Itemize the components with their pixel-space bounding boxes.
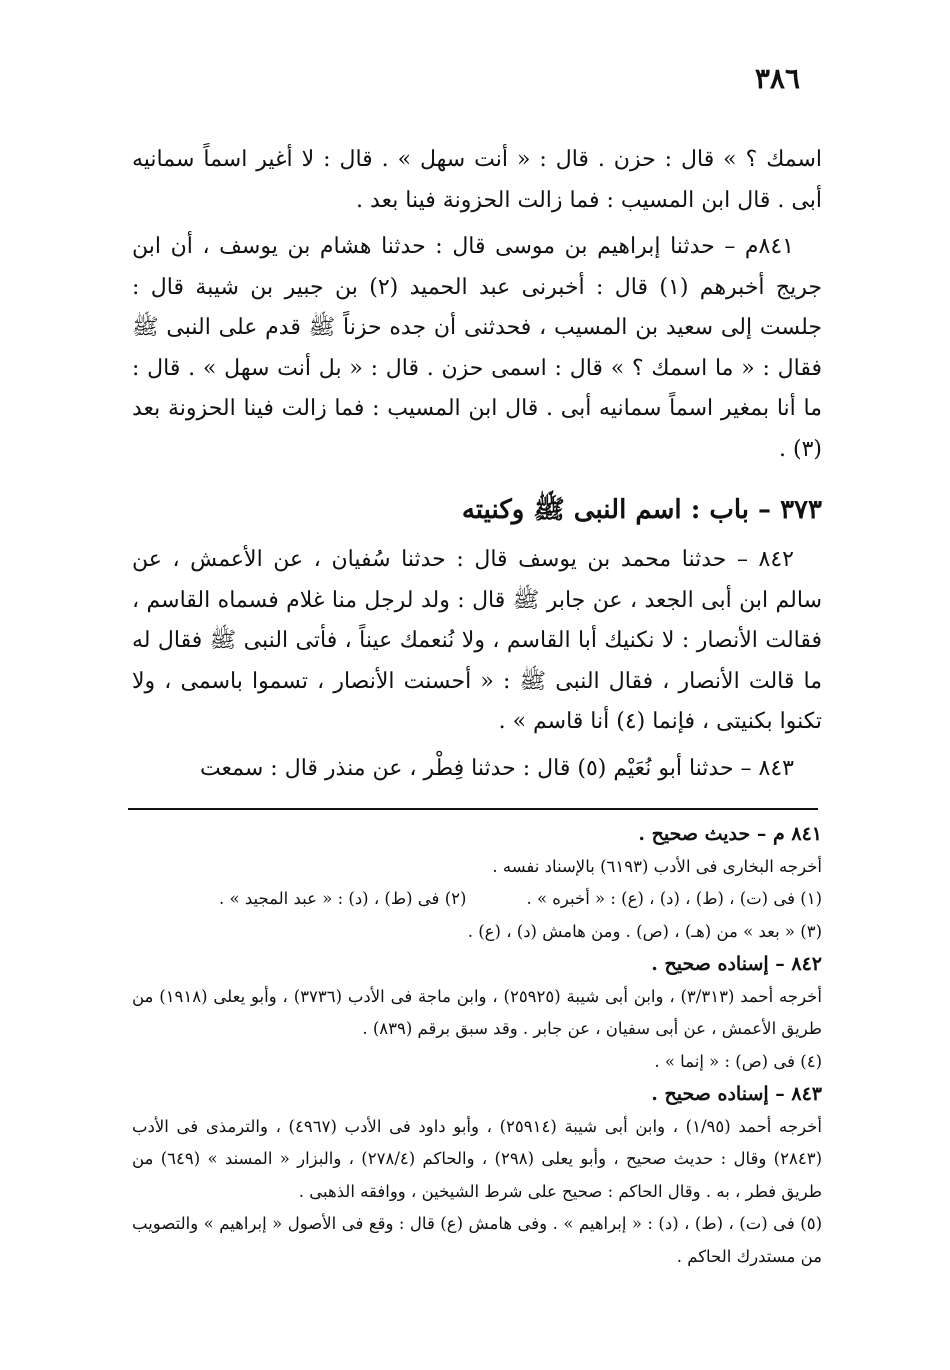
footnote-divider xyxy=(128,808,818,810)
footnote-2: (٢) فى (ط) ، (د) : « عبد المجيد » . xyxy=(219,889,467,908)
hadith-842: ٨٤٢ – حدثنا محمد بن يوسف قال : حدثنا سُفيان ، عن الأعمش ، عن سالم ابن أبى الجعد ، عن جابر ﷺ قال : ولد لرجل منا غلام فسماه القاسم ، فقالت الأنصار : لا نكنيك أبا القاسم ، ولا نُنعمك عيناً ، فأتى النبى ﷺ فقال له ما قالت الأنصار ، فقال النبى ﷺ : « أحسنت الأنصار ، تسموا باسمى ، ولا تكنوا بكنيتى ، فإنما (٤) أنا قاسم » . xyxy=(132,547,822,734)
footnote-1: (١) فى (ت) ، (ط) ، (د) ، (ع) : « أخبره » . xyxy=(526,889,822,908)
page-number: ٣٨٦ xyxy=(754,62,800,95)
main-text xyxy=(132,140,822,789)
footnote-pair-1-2 xyxy=(132,883,822,916)
paragraph-continuation: اسمك ؟ » قال : حزن . قال : « أنت سهل » . قال : لا أغير اسماً سمانيه أبى . قال ابن المسيب : فما زالت الحزونة فينا بعد . xyxy=(132,147,822,213)
hadith-843: ٨٤٣ – حدثنا أبو نُعَيْم (٥) قال : حدثنا فِطْر ، عن منذر قال : سمعت xyxy=(199,755,794,781)
footnote-takhrij-842: أخرجه أحمد (٣/٣١٣) ، وابن أبى شيبة (٢٥٩٢٥) ، وابن ماجة فى الأدب (٣٧٣٦) ، وأبو يعلى (١٩١٨) من طريق الأعمش ، عن أبى سفيان ، عن جابر . وقد سبق برقم (٨٣٩) . xyxy=(132,986,822,1038)
footnote-4: (٤) فى (ص) : « إنما » . xyxy=(654,1051,822,1071)
hadith-841m: ٨٤١م – حدثنا إبراهيم بن موسى قال : حدثنا هشام بن يوسف ، أن ابن جريج أخبرهم (١) قال : أخبرنى عبد الحميد (٢) بن جبير بن شيبة قال : جلست إلى سعيد بن المسيب ، فحدثنى أن جده حزناً ﷺ قدم على النبى ﷺ فقال : « ما اسمك ؟ » قال : اسمى حزن . قال : « بل أنت سهل » . قال : ما أنا بمغير اسماً سمانيه أبى . قال ابن المسيب : فما زالت فينا الحزونة بعد (٣) . xyxy=(132,234,822,462)
chapter-heading: ٣٧٣ – باب : اسم النبى ﷺ وكنيته xyxy=(461,495,822,525)
footnote-takhrij-841: أخرجه البخارى فى الأدب (٦١٩٣) بالإسناد نفسه . xyxy=(492,856,822,876)
footnotes xyxy=(132,818,822,1273)
footnote-5: (٥) فى (ت) ، (ط) ، (د) : « إبراهيم » . وفى هامش (ع) قال : وقع فى الأصول « إبراهيم » والتصويب من مستدرك الحاكم . xyxy=(132,1214,822,1266)
footnote-grade-841: ٨٤١ م – حديث صحيح . xyxy=(638,823,822,845)
footnote-grade-843: ٨٤٣ – إسناده صحيح . xyxy=(651,1083,822,1105)
footnote-takhrij-843: أخرجه أحمد (١/٩٥) ، وابن أبى شيبة (٢٥٩١٤) ، وأبو داود فى الأدب (٤٩٦٧) ، والترمذى فى الأدب (٢٨٤٣) وقال : حديث صحيح ، وأبو يعلى (٢٩٨) ، والحاكم (٢٧٨/٤) ، والبزار « المسند » (٦٤٩) من طريق فطر ، به . وقال الحاكم : صحيح على شرط الشيخين ، ووافقه الذهبى . xyxy=(132,1116,822,1201)
footnote-grade-842: ٨٤٢ – إسناده صحيح . xyxy=(651,953,822,975)
footnote-3: (٣) « بعد » من (هـ) ، (ص) . ومن هامش (د) ، (ع) . xyxy=(467,921,822,941)
